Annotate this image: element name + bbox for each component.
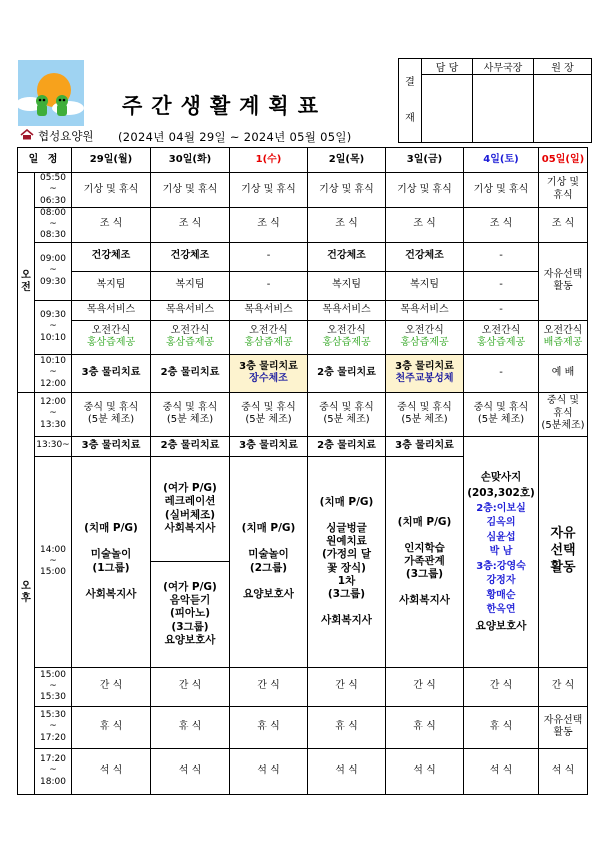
logo [18,60,84,126]
activity-cell: 2층 물리치료 [308,354,386,392]
activity-cell: (치매 P/G) 미술놀이 (1그룹) 사회복지사 [72,456,151,667]
activity-cell: (치매 P/G) 싱글벙글 원예치료 (가정의 달 꽃 장식) 1차 (3그룹) 사회복지사 [308,456,386,667]
activity-cell: 예 배 [539,354,588,392]
time-cell: 09:30 ~ 10:10 [35,300,72,354]
activity-cell: (치매 P/G) 인지학습 가족관계 (3그룹) 사회복지사 [386,456,464,667]
weekly-schedule-table [17,147,588,795]
activity-cell: 석 식 [151,748,230,794]
activity-cell: 간 식 [230,667,308,706]
day-header: 30일(화) [151,148,230,173]
day-header: 2일(목) [308,148,386,173]
activity-cell: 조 식 [386,207,464,242]
approval-role: 담 당 [422,59,473,75]
activity-cell: 2층 물리치료 [308,436,386,456]
activity-cell: 석 식 [464,748,539,794]
activity-cell: 3층 물리치료 천주교봉성체 [386,354,464,392]
activity-cell: 조 식 [308,207,386,242]
day-header: 1(수) [230,148,308,173]
approval-role: 사무국장 [473,59,534,75]
activity-cell: 3층 물리치료 [386,436,464,456]
page-title: 주간생활계획표 [122,94,328,118]
activity-cell: - [464,242,539,271]
activity-cell: 석 식 [539,748,588,794]
activity-cell: 목욕서비스 [72,300,151,320]
activity-cell: 중식 및 휴식 (5분 체조) [464,392,539,436]
signature-box[interactable] [534,75,592,143]
activity-cell: 휴 식 [72,706,151,748]
activity-cell: 조 식 [72,207,151,242]
approval-role: 원 장 [534,59,592,75]
time-cell: 09:00 ~ 09:30 [35,242,72,300]
time-cell: 13:30~ [35,436,72,456]
activity-cell: 목욕서비스 [230,300,308,320]
activity-cell: 간 식 [464,667,539,706]
time-cell: 08:00 ~ 08:30 [35,207,72,242]
activity-cell: - [230,271,308,300]
time-cell: 15:30 ~ 17:20 [35,706,72,748]
time-cell: 12:00 ~ 13:30 [35,392,72,436]
activity-cell: 목욕서비스 [386,300,464,320]
activity-cell: 간 식 [72,667,151,706]
activity-cell: 휴 식 [230,706,308,748]
activity-cell: 목욕서비스 [308,300,386,320]
activity-cell: 기상 및 휴식 [72,173,151,208]
activity-cell: 건강체조 [386,242,464,271]
activity-cell: 2층 물리치료 [151,436,230,456]
schedule-period: (2024년 04월 29일 ~ 2024년 05월 05일) [118,130,352,144]
activity-cell: 석 식 [230,748,308,794]
activity-cell: 석 식 [308,748,386,794]
pm-period-label: 오 후 [18,392,35,794]
activity-cell: 중식 및 휴식 (5분 체조) [72,392,151,436]
approval-box [398,58,592,143]
activity-cell: 자유선택 활동 [539,706,588,748]
home-icon [20,129,34,143]
activity-cell: 간 식 [151,667,230,706]
signature-box[interactable] [473,75,534,143]
activity-cell: - [230,242,308,271]
activity-cell: 3층 물리치료 [72,354,151,392]
activity-cell: 조 식 [464,207,539,242]
activity-cell: 3층 물리치료 장수체조 [230,354,308,392]
activity-cell: 오전간식 배즙제공 [539,320,588,354]
activity-cell: 오전간식 홍삼즙제공 [72,320,151,354]
activity-cell: 기상 및 휴식 [464,173,539,208]
time-cell: 17:20 ~ 18:00 [35,748,72,794]
activity-cell: 오전간식 홍삼즙제공 [308,320,386,354]
activity-cell: 건강체조 [151,242,230,271]
activity-cell: 손맞사지 (203,302호) 2층:이보실 김옥의 심윤섭 박 남 3층:강영숙 강정자 황매순 한옥연 요양보호사 [464,436,539,667]
activity-cell: 기상 및 휴식 [151,173,230,208]
activity-cell: 간 식 [308,667,386,706]
activity-cell: 휴 식 [151,706,230,748]
activity-cell: 중식 및 휴식 (5분 체조) [308,392,386,436]
activity-cell: 휴 식 [386,706,464,748]
activity-cell: 복지팀 [151,271,230,300]
activity-cell: 오전간식 홍삼즙제공 [386,320,464,354]
activity-cell: 기상 및 휴식 [308,173,386,208]
activity-cell: - [464,354,539,392]
activity-cell: 복지팀 [72,271,151,300]
activity-cell: 자유선택 활동 [539,242,588,320]
activity-cell: 기상 및 휴식 [230,173,308,208]
activity-cell: 석 식 [72,748,151,794]
activity-cell: 오전간식 홍삼즙제공 [151,320,230,354]
activity-cell: 자유 선택 활동 [539,436,588,667]
activity-cell: 조 식 [539,207,588,242]
day-header: 4일(토) [464,148,539,173]
time-cell: 14:00 ~ 15:00 [35,456,72,667]
activity-cell: 휴 식 [308,706,386,748]
activity-cell: 간 식 [539,667,588,706]
activity-cell: (여가 P/G) 레크레이션 (실버체조) 사회복지사 [151,456,230,561]
activity-cell: 중식 및 휴식 (5분 체조) [386,392,464,436]
activity-cell: 휴 식 [464,706,539,748]
activity-cell: 복지팀 [308,271,386,300]
activity-cell: 3층 물리치료 [72,436,151,456]
activity-cell: 조 식 [230,207,308,242]
day-header: 05일(일) [539,148,588,173]
activity-cell: 복지팀 [386,271,464,300]
activity-cell: 간 식 [386,667,464,706]
activity-cell: 목욕서비스 [151,300,230,320]
activity-cell: 오전간식 홍삼즙제공 [230,320,308,354]
activity-cell: 2층 물리치료 [151,354,230,392]
activity-cell: 중식 및 휴식 (5분체조) [539,392,588,436]
activity-cell: 기상 및 휴식 [386,173,464,208]
approval-label: 결 재 [399,59,422,143]
activity-cell: - [464,271,539,300]
activity-cell: (여가 P/G) 음악듣기 (피아노) (3그룹) 요양보호사 [151,561,230,667]
activity-cell: 오전간식 홍삼즙제공 [464,320,539,354]
time-cell: 05:50 ~ 06:30 [35,173,72,208]
activity-cell: 기상 및 휴식 [539,173,588,208]
time-cell: 15:00 ~ 15:30 [35,667,72,706]
corner-cell: 일 정 [18,148,72,173]
activity-cell: 조 식 [151,207,230,242]
day-header: 3일(금) [386,148,464,173]
am-period-label: 오 전 [18,173,35,393]
signature-box[interactable] [422,75,473,143]
activity-cell: 석 식 [386,748,464,794]
activity-cell: 중식 및 휴식 (5분 체조) [151,392,230,436]
institution-name: 협성요양원 [38,129,94,143]
activity-cell: 중식 및 휴식 (5분 체조) [230,392,308,436]
time-cell: 10:10 ~ 12:00 [35,354,72,392]
activity-cell: - [464,300,539,320]
activity-cell: 건강체조 [308,242,386,271]
institution [20,128,94,144]
day-header: 29일(월) [72,148,151,173]
activity-cell: 3층 물리치료 [230,436,308,456]
activity-cell: 건강체조 [72,242,151,271]
activity-cell: (치매 P/G) 미술놀이 (2그룹) 요양보호사 [230,456,308,667]
